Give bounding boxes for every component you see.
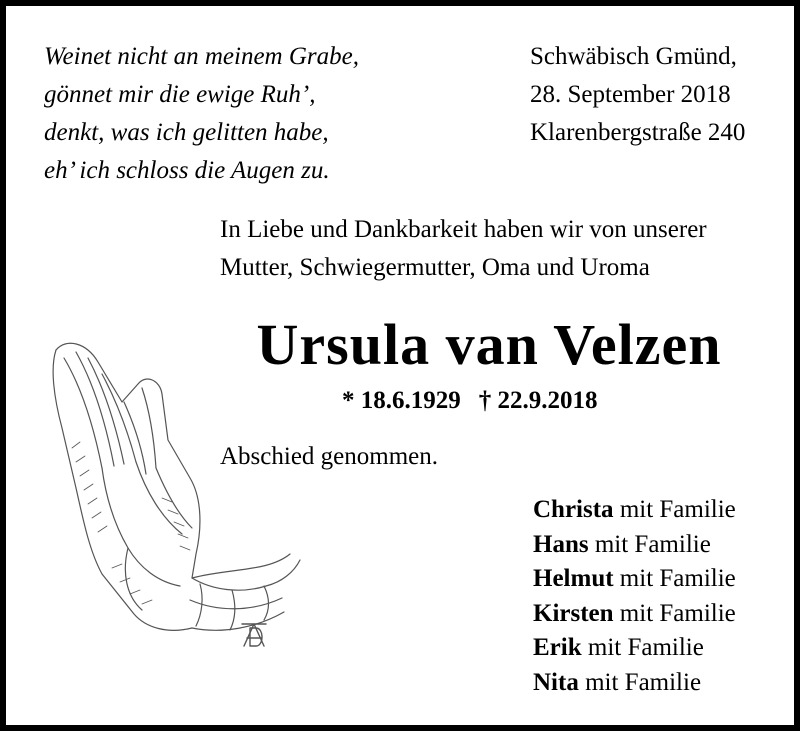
farewell-text: Abschied genommen. [220,443,439,470]
family-suffix: mit Familie [581,634,704,661]
family-member-name: Kirsten [533,599,614,627]
poem-line: denkt, was ich gelitten habe, [44,119,329,146]
family-member-name: Hans [533,530,589,558]
family-member-name: Helmut [533,565,614,592]
poem-line: gönnet mir die ewige Ruh’, [44,81,316,108]
family-suffix: mit Familie [613,565,736,592]
death-date: † 22.9.2018 [478,387,598,414]
street-address: Klarenbergstraße 240 [530,119,746,146]
poem-verse [44,38,359,190]
family-suffix: mit Familie [613,496,736,523]
family-list [533,493,736,700]
intro-line: In Liebe und Dankbarkeit haben wir von unserer [220,216,707,243]
family-entry [533,493,736,528]
intro-line: Mutter, Schwiegermutter, Oma und Uroma [220,254,650,281]
family-suffix: mit Familie [588,530,711,558]
birth-date: * 18.6.1929 [342,387,461,414]
place-and-date [530,38,745,152]
city: Schwäbisch Gmünd, [530,43,737,70]
family-entry [533,666,736,701]
family-entry [533,597,736,632]
intro-text [220,211,707,287]
poem-line: eh’ ich schloss die Augen zu. [44,157,330,184]
notice-date: 28. September 2018 [530,81,731,108]
deceased-name: Ursula van Velzen [256,312,722,377]
life-dates [342,382,598,420]
family-suffix: mit Familie [613,599,736,627]
family-entry [533,528,736,563]
family-member-name: Christa [533,496,614,523]
family-member-name: Erik [533,634,582,661]
family-entry [533,631,736,666]
family-member-name: Nita [533,668,579,696]
family-entry [533,562,736,597]
family-suffix: mit Familie [578,668,702,696]
poem-line: Weinet nicht an meinem Grabe, [44,43,359,70]
